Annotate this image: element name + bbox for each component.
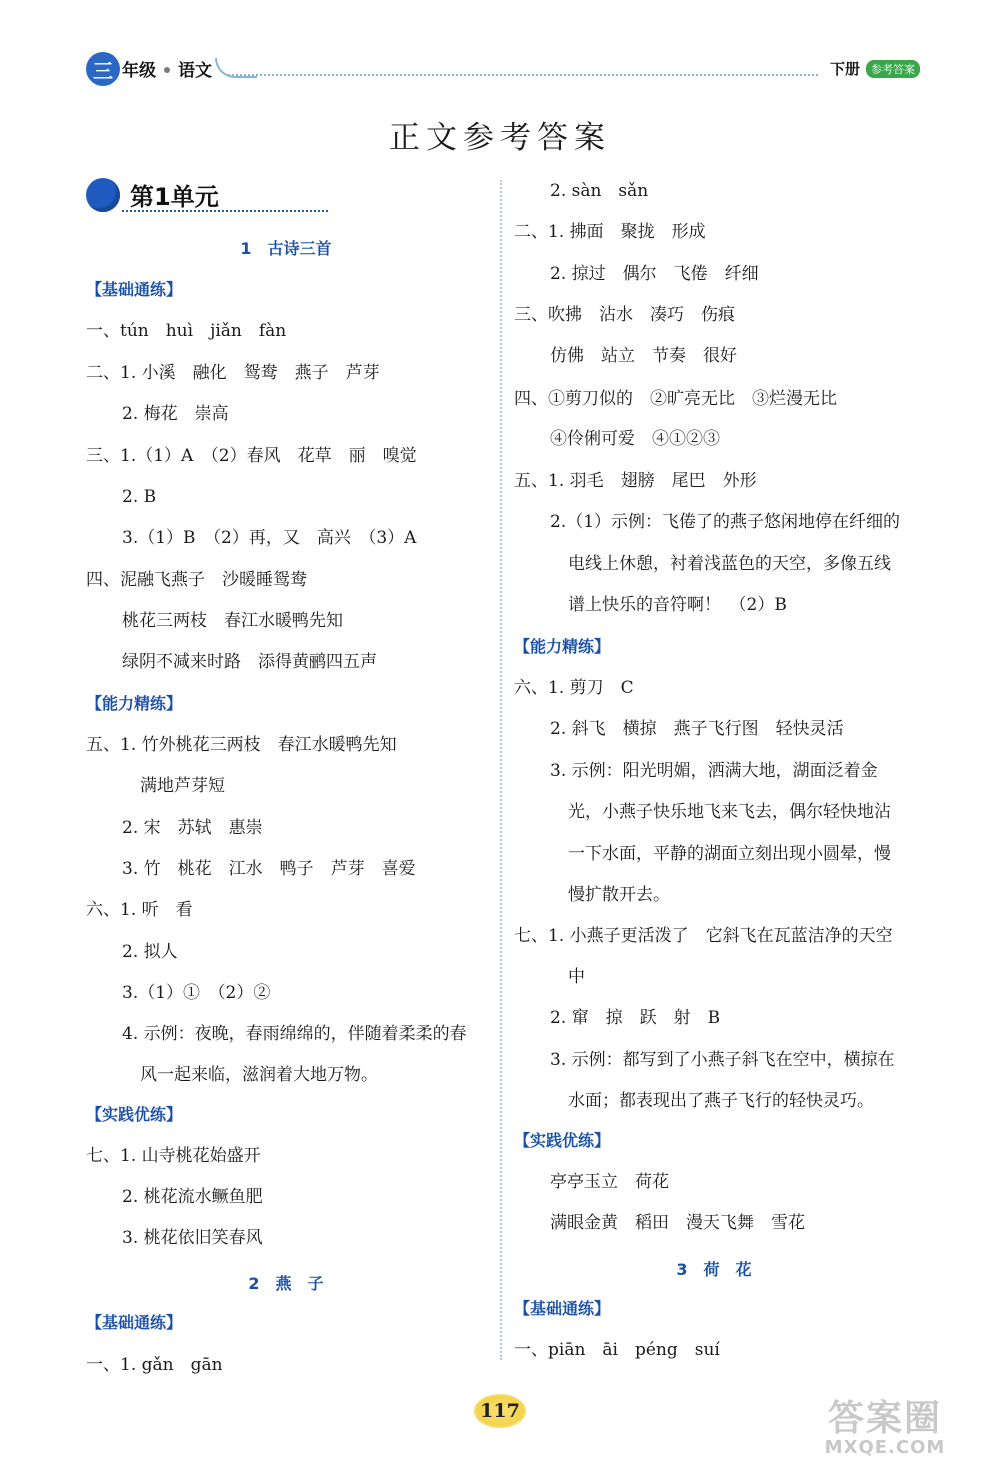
answer-line: 2. 掠过 偶尔 飞倦 纤细 [550, 264, 759, 284]
answer-line: 光，小燕子快乐地飞来飞去，偶尔轻快地沾 [568, 802, 891, 822]
answer-line: 二、1. 拂面 聚拢 形成 [514, 222, 706, 242]
answer-line: 3. 桃花依旧笑春风 [122, 1228, 263, 1248]
answer-line: 3. 竹 桃花 江水 鸭子 芦芽 喜爱 [122, 859, 416, 879]
answer-line: 满地芦芽短 [140, 776, 225, 796]
answer-line: 桃花三两枝 春江水暖鸭先知 [122, 611, 343, 631]
section-heading: 【能力精练】 [86, 694, 183, 713]
answer-line: 三、吹拂 沾水 凑巧 伤痕 [514, 305, 735, 325]
grade-badge: 三 [86, 52, 120, 86]
section-heading: 【基础通练】 [86, 280, 183, 299]
answer-line: 3.（1）① （2）② [122, 983, 271, 1003]
answer-line: 三、1.（1）A （2）春风 花草 丽 嗅觉 [86, 446, 417, 466]
grade-subject [122, 56, 212, 81]
answer-line: 2. 梅花 崇高 [122, 404, 229, 424]
lesson-title: 3 荷 花 [676, 1260, 752, 1279]
answer-line: 七、1. 山寺桃花始盛开 [86, 1146, 261, 1166]
unit-underline [122, 210, 328, 212]
answer-line: 四、泥融飞燕子 沙暖睡鸳鸯 [86, 570, 307, 590]
watermark-logo: 答案圈 [827, 1398, 942, 1439]
answer-line: 绿阴不减来时路 添得黄鹂四五声 [122, 652, 377, 672]
answer-line: 2.（1）示例：飞倦了的燕子悠闲地停在纤细的 [550, 512, 901, 532]
section-heading: 【实践优练】 [86, 1105, 183, 1124]
answer-line: 2. 窜 掠 跃 射 B [550, 1008, 721, 1028]
watermark [800, 1396, 970, 1462]
separator-dot-icon [164, 67, 170, 73]
answer-line: 3. 示例：阳光明媚，洒满大地，湖面泛着金 [550, 761, 878, 781]
answer-tag: 参考答案 [866, 60, 920, 78]
answer-line: 满眼金黄 稻田 漫天飞舞 雪花 [550, 1213, 805, 1233]
unit-title: 第1单元 [130, 183, 219, 211]
answer-line: 慢扩散开去。 [568, 885, 670, 905]
answer-line: 六、1. 剪刀 C [514, 678, 634, 698]
answer-line: 仿佛 站立 节奏 很好 [550, 346, 737, 366]
answer-line: 2. 桃花流水鳜鱼肥 [122, 1187, 263, 1207]
answer-line: 2. 斜飞 横掠 燕子飞行图 轻快灵活 [550, 719, 844, 739]
answer-line: 五、1. 竹外桃花三两枝 春江水暖鸭先知 [86, 735, 397, 755]
answer-line: 谱上快乐的音符啊！ （2）B [568, 595, 787, 615]
answer-line: 一下水面，平静的湖面立刻出现小圆晕，慢 [568, 844, 891, 864]
section-heading: 【实践优练】 [514, 1131, 611, 1150]
answer-line: 二、1. 小溪 融化 鸳鸯 燕子 芦芽 [86, 363, 380, 383]
volume-label: 下册 [830, 60, 861, 78]
answer-line: 3. 示例：都写到了小燕子斜飞在空中，横掠在 [550, 1050, 895, 1070]
answer-line: 亭亭玉立 荷花 [550, 1172, 669, 1192]
answer-line: 一、tún huì jiǎn fàn [86, 321, 287, 341]
header-dotted-line [228, 74, 818, 76]
answer-line: 一、piān āi péng suí [514, 1340, 720, 1360]
answer-line: ④伶俐可爱 ④①②③ [550, 429, 720, 449]
watermark-url: MXQE.COM [824, 1437, 946, 1458]
section-heading: 【能力精练】 [514, 637, 611, 656]
answer-line: 2. B [122, 487, 157, 507]
answer-line: 2. 拟人 [122, 942, 178, 962]
answer-line: 2. sàn sǎn [550, 181, 649, 201]
subject-label: 语文 [178, 61, 212, 81]
page-title: 正文参考答案 [389, 120, 611, 156]
answer-line: 电线上休憩，衬着浅蓝色的天空，多像五线 [568, 554, 891, 574]
answer-line: 一、1. gǎn gān [86, 1355, 223, 1375]
answer-line: 六、1. 听 看 [86, 900, 193, 920]
answer-line: 4. 示例：夜晚，春雨绵绵的，伴随着柔柔的春 [122, 1024, 467, 1044]
column-divider [500, 180, 502, 1360]
answer-line: 3.（1）B （2）再，又 高兴 （3）A [122, 528, 417, 548]
section-heading: 【基础通练】 [86, 1313, 183, 1332]
answer-line: 中 [568, 967, 585, 987]
unit-circle-icon [86, 178, 120, 212]
answer-line: 风一起来临，滋润着大地万物。 [140, 1065, 378, 1085]
answer-line: 七、1. 小燕子更活泼了 它斜飞在瓦蓝洁净的天空 [514, 926, 893, 946]
answer-line: 五、1. 羽毛 翅膀 尾巴 外形 [514, 471, 757, 491]
lesson-title: 1 古诗三首 [240, 239, 332, 258]
page-header [0, 0, 1000, 100]
answer-line: 四、①剪刀似的 ②旷亮无比 ③烂漫无比 [514, 389, 837, 409]
section-heading: 【基础通练】 [514, 1299, 611, 1318]
grade-label: 年级 [122, 61, 156, 81]
answer-line: 2. 宋 苏轼 惠崇 [122, 818, 263, 838]
answer-line: 水面；都表现出了燕子飞行的轻快灵巧。 [568, 1091, 874, 1111]
page-number: 117 [474, 1394, 526, 1428]
lesson-title: 2 燕 子 [248, 1274, 324, 1293]
